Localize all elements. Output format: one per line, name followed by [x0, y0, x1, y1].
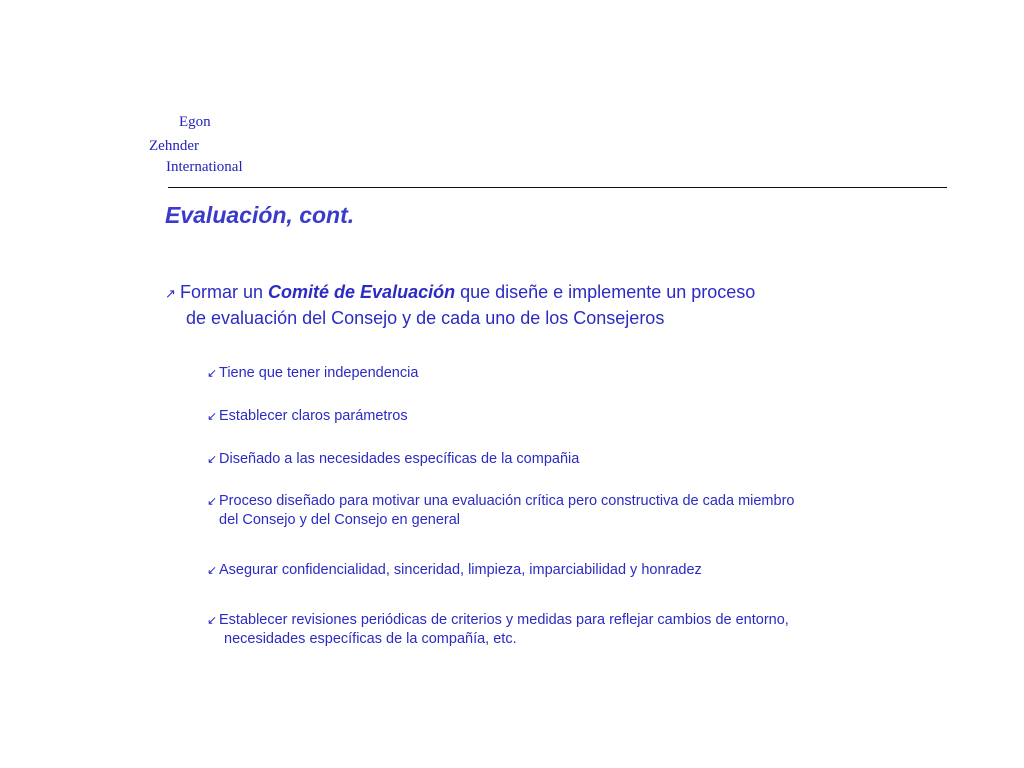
logo-text-zehnder: Zehnder	[149, 138, 199, 154]
sub-bullet-text: Tiene que tener independencia	[219, 365, 419, 381]
sub-bullet-text: Establecer revisiones periódicas de criterios y medidas para reflejar cambios de entorno,	[219, 612, 789, 628]
header-divider	[168, 187, 947, 188]
arrow-down-left-icon: ↙	[207, 409, 218, 423]
arrow-down-left-icon: ↙	[207, 494, 218, 508]
main-bullet-emphasis: Comité de Evaluación	[268, 282, 456, 302]
sub-bullet-continuation: del Consejo y del Consejo en general	[219, 512, 461, 528]
main-bullet-prefix: Formar un	[180, 282, 269, 302]
sub-bullet-continuation: necesidades específicas de la compañía, etc.	[224, 631, 517, 647]
sub-bullet-text: Asegurar confidencialidad, sinceridad, limpieza, imparciabilidad y honradez	[219, 562, 702, 578]
sub-bullet	[207, 364, 867, 383]
arrow-up-right-icon: ↗	[165, 286, 176, 301]
arrow-down-left-icon: ↙	[207, 613, 218, 627]
main-bullet-continuation: de evaluación del Consejo y de cada uno de los Consejeros	[186, 308, 665, 328]
sub-bullet	[207, 611, 867, 649]
logo-text-egon: Egon	[179, 114, 211, 130]
arrow-down-left-icon: ↙	[207, 563, 218, 577]
arrow-down-left-icon: ↙	[207, 452, 218, 466]
logo-text-international: International	[166, 159, 243, 175]
sub-bullet-text: Diseñado a las necesidades específicas de la compañia	[219, 451, 580, 467]
sub-bullet	[207, 492, 867, 530]
sub-bullet-text: Establecer claros parámetros	[219, 408, 408, 424]
arrow-down-left-icon: ↙	[207, 366, 218, 380]
slide-title: Evaluación, cont.	[165, 202, 355, 228]
sub-bullet	[207, 561, 867, 580]
main-bullet-suffix: que diseñe e implemente un proceso	[455, 282, 756, 302]
sub-bullet-text: Proceso diseñado para motivar una evaluación crítica pero constructiva de cada miembro	[219, 493, 795, 509]
main-bullet	[165, 280, 845, 330]
sub-bullet	[207, 450, 867, 469]
sub-bullet	[207, 407, 867, 426]
